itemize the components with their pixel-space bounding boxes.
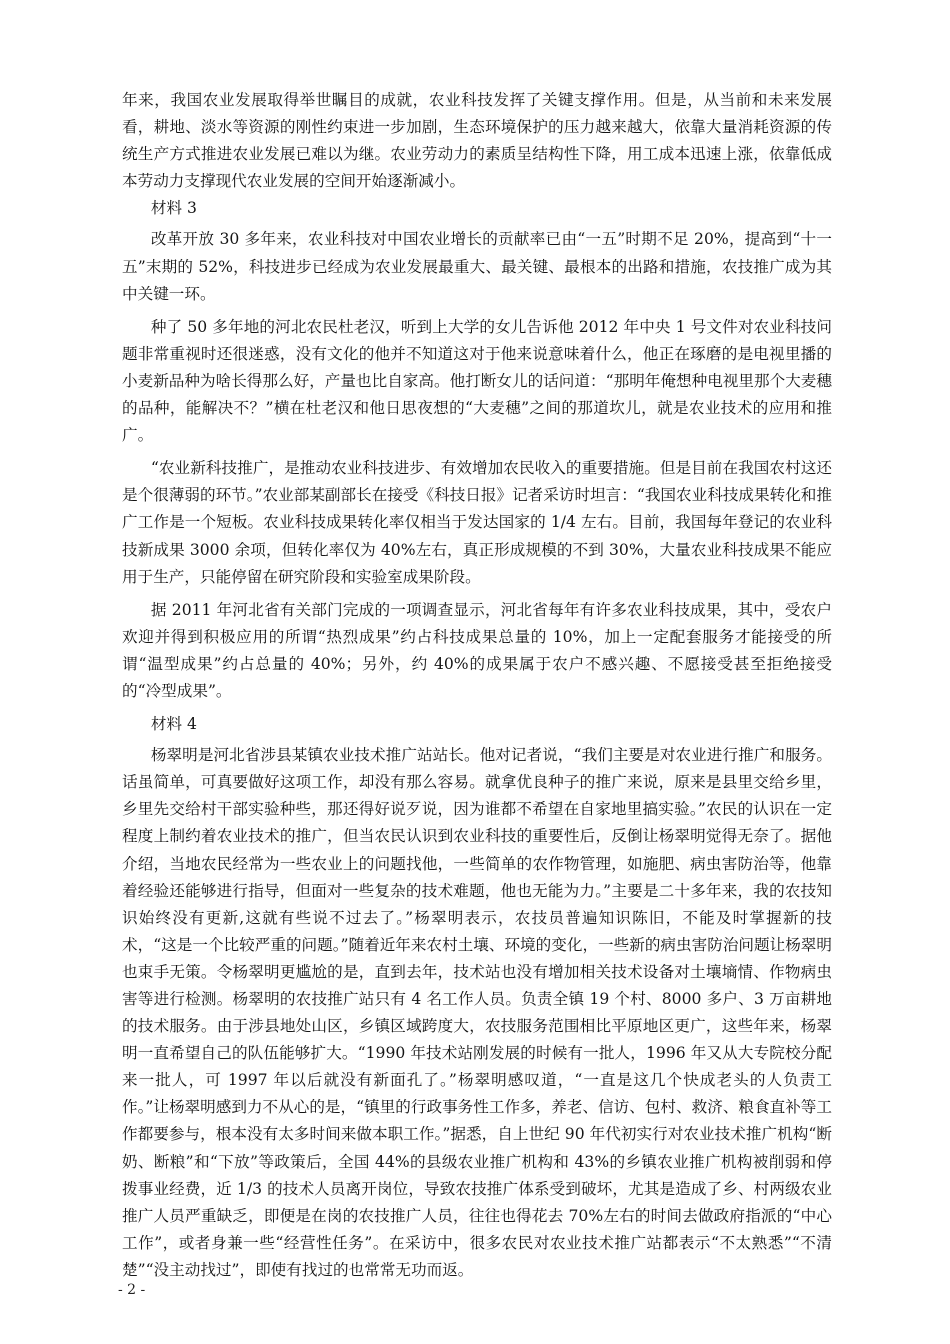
- paragraph: 年来，我国农业发展取得举世瞩目的成就，农业科技发挥了关键支撑作用。但是，从当前和未来发展看，耕地、淡水等资源的刚性约束进一步加剧，生态环境保护的压力越来越大，依靠大量消耗资源的传统生产方式推进农业发展已难以为继。农业劳动力的素质呈结构性下降，用工成本迅速上涨，依靠低成本劳动力支撑现代农业发展的空间开始逐渐减小。: [122, 91, 832, 191]
- section-heading: 材料 3: [150, 199, 197, 218]
- section-heading: 材料 4: [150, 715, 197, 734]
- document-body: [122, 87, 832, 1290]
- paragraph: “农业新科技推广，是推动农业科技进步、有效增加农民收入的重要措施。但是目前在我国农村这还是个很薄弱的环节。”农业部某副部长在接受《科技日报》记者采访时坦言：“我国农业科技成果转化和推广工作是一个短板。农业科技成果转化率仅相当于发达国家的 1/4 左右。目前，我国每年登记的农业科技新成果 3000 余项，但转化率仅为 40%左右，真正形成规模的不到 30%，大量农业科技成果不能应用于生产，只能停留在研究阶段和实验室成果阶段。: [122, 459, 832, 586]
- page-number: - 2 -: [118, 1282, 146, 1298]
- paragraph: 种了 50 多年地的河北农民杜老汉，听到上大学的女儿告诉他 2012 年中央 1 号文件对农业科技问题非常重视时还很迷惑，没有文化的他并不知道这对于他来说意味着什么，他正在琢磨的是电视里播的小麦新品种为啥长得那么好，产量也比自家高。他打断女儿的话问道：“那明年俺想种电视里那个大麦穗的品种，能解决不？”横在杜老汉和他日思夜想的“大麦穗”之间的那道坎儿，就是农业技术的应用和推广。: [122, 317, 832, 445]
- paragraph: 杨翠明是河北省涉县某镇农业技术推广站站长。他对记者说，“我们主要是对农业进行推广和服务。话虽简单，可真要做好这项工作，却没有那么容易。就拿优良种子的推广来说，原来是县里交给乡里，乡里先交给村干部实验种些，那还得好说歹说，因为谁都不希望在自家地里搞实验。”农民的认识在一定程度上制约着农业技术的推广，但当农民认识到农业科技的重要性后，反倒让杨翠明觉得无奈了。据他介绍，当地农民经常为一些农业上的问题找他，一些简单的农作物管理，如施肥、病虫害防治等，他靠着经验还能够进行指导，但面对一些复杂的技术难题，他也无能为力。”主要是二十多年来，我的农技知识始终没有更新,这就有些说不过去了。”杨翠明表示，农技员普遍知识陈旧，不能及时掌握新的技术，“这是一个比较严重的问题。”随着近年来农村土壤、环境的变化，一些新的病虫害防治问题让杨翠明也束手无策。令杨翠明更尴尬的是，直到去年，技术站也没有增加相关技术设备对土壤墒情、作物病虫害等进行检测。杨翠明的农技推广站只有 4 名工作人员。负责全镇 19 个村、8000 多户、3 万亩耕地的技术服务。由于涉县地处山区，乡镇区域跨度大，农技服务范围相比平原地区更广，这些年来，杨翠明一直希望自己的队伍能够扩大。“1990 年技术站刚发展的时候有一批人，1996 年又从大专院校分配来一批人，可 1997 年以后就没有新面孔了。”杨翠明感叹道，“一直是这几个快成老头的人负责工作。”让杨翠明感到力不从心的是，“镇里的行政事务性工作多，养老、信访、包村、救济、粮食直补等工作都要参与，根本没有太多时间来做本职工作。”据悉，自上世纪 90 年代初实行对农业技术推广机构“断奶、断粮”和“下放”等政策后，全国 44%的县级农业推广机构和 43%的乡镇农业推广机构被削弱和停拨事业经费，近 1/3 的技术人员离开岗位，导致农技推广体系受到破坏，尤其是造成了乡、村两级农业推广人员严重缺乏，即便是在岗的农技推广人员，往往也得花去 70%左右的时间去做政府指派的“中心工作”，或者身兼一些“经营性任务”。在采访中，很多农民对农业技术推广站都表示“不太熟悉”“不清楚”“没主动找过”，即使有找过的也常常无功而返。: [122, 746, 832, 1279]
- paragraph: 据 2011 年河北省有关部门完成的一项调查显示，河北省每年有许多农业科技成果，其中，受农户欢迎并得到积极应用的所谓“热烈成果”约占科技成果总量的 10%，加上一定配套服务才能接受的所谓“温型成果”约占总量的 40%；另外，约 40%的成果属于农户不感兴趣、不愿接受甚至拒绝接受的“冷型成果”。: [122, 600, 832, 700]
- paragraph: 改革开放 30 多年来，农业科技对中国农业增长的贡献率已由“一五”时期不足 20%，提高到“十一五”末期的 52%，科技进步已经成为农业发展最重大、最关键、最根本的出路和措施，农技推广成为其中关键一环。: [122, 230, 832, 303]
